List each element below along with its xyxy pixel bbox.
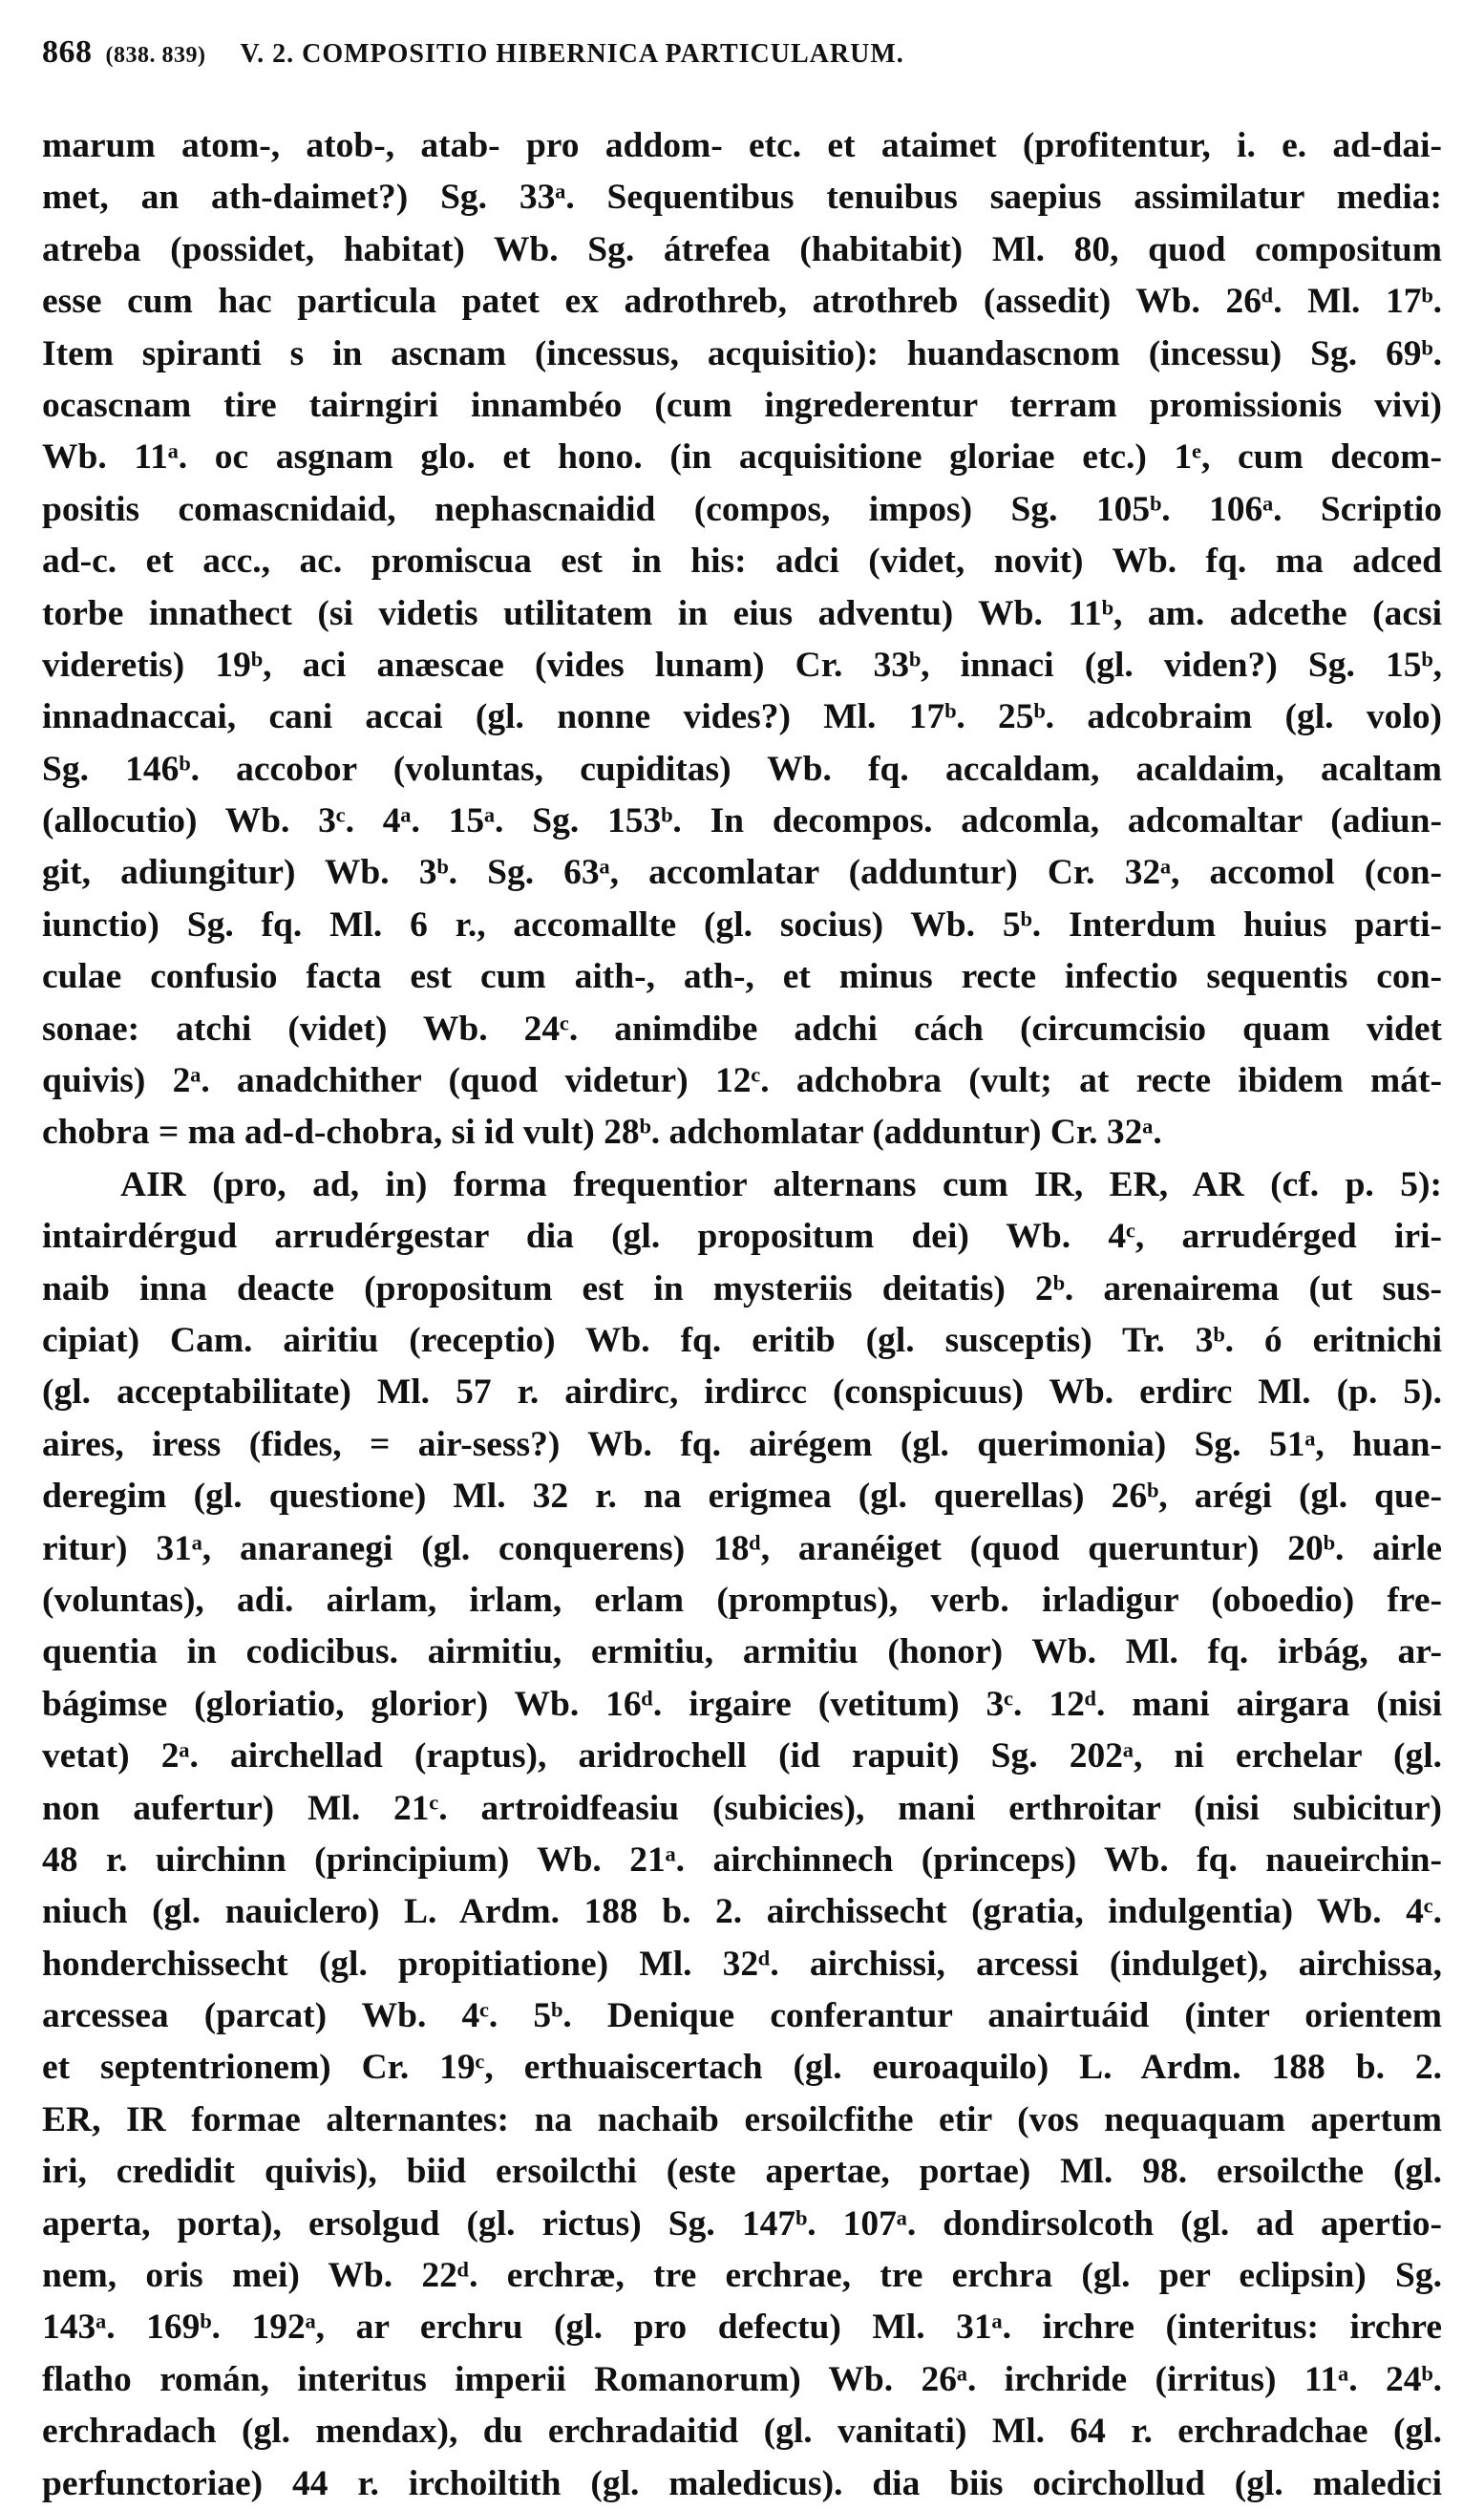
- page-number: 868: [42, 34, 93, 70]
- text-line: 143ᵃ. 169ᵇ. 192ᵃ, ar erchru (gl. pro defectu) Ml. 31ᵃ. irchre (interitus: irchre: [42, 2308, 1442, 2348]
- text-line: et septentrionem) Cr. 19ᶜ, erthuaiscertach (gl. euroaquilo) L. Ardm. 188 b. 2.: [42, 2048, 1442, 2088]
- text-line-paragraph-start: AIR (pro, ad, in) forma frequentior alternans cum IR, ER, AR (cf. p. 5):: [120, 1164, 1442, 1204]
- text-line: bágimse (gloriatio, glorior) Wb. 16ᵈ. irgaire (vetitum) 3ᶜ. 12ᵈ. mani airgara (nisi: [42, 1684, 1442, 1724]
- text-line: erchradach (gl. mendax), du erchradaitid (gl. vanitati) Ml. 64 r. erchradchae (gl.: [42, 2412, 1442, 2452]
- text-line: (gl. acceptabilitate) Ml. 57 r. airdirc, irdircc (conspicuus) Wb. erdirc Ml. (p. 5).: [42, 1372, 1442, 1413]
- text-line: iunctio) Sg. fq. Ml. 6 r., accomallte (gl. socius) Wb. 5ᵇ. Interdum huius parti-: [42, 904, 1442, 945]
- text-line: quentia in codicibus. airmitiu, ermitiu, armitiu (honor) Wb. Ml. fq. irbág, ar-: [42, 1632, 1442, 1672]
- text-line: positis comascnidaid, nephascnaidid (compos, impos) Sg. 105ᵇ. 106ᵃ. Scriptio: [42, 489, 1442, 529]
- text-line: ritur) 31ᵃ, anaranegi (gl. conquerens) 18ᵈ, aranéiget (quod queruntur) 20ᵇ. airle: [42, 1528, 1442, 1568]
- text-line: Item spiranti s in ascnam (incessus, acquisitio): huandascnom (incessu) Sg. 69ᵇ.: [42, 333, 1442, 373]
- text-line: ER, IR formae alternantes: na nachaib ersoilcfithe etir (vos nequaquam apertum: [42, 2099, 1442, 2139]
- text-line: deregim (gl. questione) Ml. 32 r. na erigmea (gl. querellas) 26ᵇ, arégi (gl. que-: [42, 1477, 1442, 1517]
- text-line: 48 r. uirchinn (principium) Wb. 21ᵃ. airchinnech (princeps) Wb. fq. naueirchin-: [42, 1840, 1442, 1880]
- running-title: V. 2. COMPOSITIO HIBERNICA PARTICULARUM.: [240, 39, 904, 69]
- text-line: flatho román, interitus imperii Romanorum) Wb. 26ᵃ. irchride (irritus) 11ᵃ. 24ᵇ.: [42, 2359, 1442, 2399]
- text-line: ad-c. et acc., ac. promiscua est in his: adci (videt, novit) Wb. fq. ma adced: [42, 542, 1442, 582]
- text-line: cipiat) Cam. airitiu (receptio) Wb. fq. eritib (gl. susceptis) Tr. 3ᵇ. ó eritnichi: [42, 1320, 1442, 1360]
- text-line: videretis) 19ᵇ, aci anæscae (vides lunam) Cr. 33ᵇ, innaci (gl. viden?) Sg. 15ᵇ,: [42, 645, 1442, 685]
- text-line: met, an ath-daimet?) Sg. 33ᵃ. Sequentibus tenuibus saepius assimilatur media:: [42, 178, 1442, 218]
- text-line: iri, credidit quivis), biid ersoilcthi (este apertae, portae) Ml. 98. ersoilcthe (gl.: [42, 2152, 1442, 2192]
- text-line: Wb. 11ᵃ. oc asgnam glo. et hono. (in acquisitione gloriae etc.) 1ᵉ, cum decom-: [42, 437, 1442, 478]
- text-body: [42, 120, 1442, 2510]
- text-line: culae confusio facta est cum aith-, ath-, et minus recte infectio sequentis con-: [42, 957, 1442, 997]
- text-line: torbe innathect (si videtis utilitatem in eius adventu) Wb. 11ᵇ, am. adcethe (acsi: [42, 593, 1442, 633]
- text-line: git, adiungitur) Wb. 3ᵇ. Sg. 63ᵃ, accomlatar (adduntur) Cr. 32ᵃ, accomol (con-: [42, 853, 1442, 893]
- text-line: (voluntas), adi. airlam, irlam, erlam (promptus), verb. irladigur (oboedio) fre-: [42, 1580, 1442, 1620]
- text-line: Sg. 146ᵇ. accobor (voluntas, cupiditas) Wb. fq. accaldam, acaldaim, acaltam: [42, 749, 1442, 789]
- text-line: innadnaccai, cani accai (gl. nonne vides?) Ml. 17ᵇ. 25ᵇ. adcobraim (gl. volo): [42, 697, 1442, 737]
- section-numbers: (838. 839): [105, 43, 206, 68]
- text-line: perfunctoriae) 44 r. irchoiltith (gl. maledicus). dia biis ocirchollud (gl. maledici: [42, 2463, 1442, 2503]
- text-line: nem, oris mei) Wb. 22ᵈ. erchræ, tre erchrae, tre erchra (gl. per eclipsin) Sg.: [42, 2256, 1442, 2296]
- text-line: niuch (gl. nauiclero) L. Ardm. 188 b. 2. airchissecht (gratia, indulgentia) Wb. 4ᶜ.: [42, 1892, 1442, 1932]
- text-line: atreba (possidet, habitat) Wb. Sg. átrefea (habitabit) Ml. 80, quod compositum: [42, 229, 1442, 269]
- text-line: ocascnam tire tairngiri innambéo (cum ingrederentur terram promissionis vivi): [42, 385, 1442, 425]
- text-line: arcessea (parcat) Wb. 4ᶜ. 5ᵇ. Denique conferantur anairtuáid (inter orientem: [42, 1996, 1442, 2036]
- text-line: chobra = ma ad-d-chobra, si id vult) 28ᵇ. adchomlatar (adduntur) Cr. 32ᵃ.: [42, 1113, 1162, 1153]
- text-line: marum atom-, atob-, atab- pro addom- etc. et ataimet (profitentur, i. e. ad-dai-: [42, 126, 1442, 165]
- text-line: aires, iress (fides, = air-sess?) Wb. fq. airégem (gl. querimonia) Sg. 51ᵃ, huan-: [42, 1424, 1442, 1464]
- text-line: quivis) 2ᵃ. anadchither (quod videtur) 12ᶜ. adchobra (vult; at recte ibidem mát-: [42, 1061, 1442, 1101]
- text-line: vetat) 2ᵃ. airchellad (raptus), aridrochell (id rapuit) Sg. 202ᵃ, ni erchelar (gl.: [42, 1736, 1442, 1776]
- text-line: intairdérgud arrudérgestar dia (gl. propositum dei) Wb. 4ᶜ, arrudérged iri-: [42, 1217, 1442, 1257]
- text-line: non aufertur) Ml. 21ᶜ. artroidfeasiu (subicies), mani erthroitar (nisi subicitur): [42, 1788, 1442, 1828]
- text-line: naib inna deacte (propositum est in mysteriis deitatis) 2ᵇ. arenairema (ut sus-: [42, 1268, 1442, 1308]
- text-line: honderchissecht (gl. propitiatione) Ml. 32ᵈ. airchissi, arcessi (indulget), airchissa,: [42, 1944, 1442, 1984]
- text-line: esse cum hac particula patet ex adrothreb, atrothreb (assedit) Wb. 26ᵈ. Ml. 17ᵇ.: [42, 282, 1442, 322]
- text-line: aperta, porta), ersolgud (gl. rictus) Sg. 147ᵇ. 107ᵃ. dondirsolcoth (gl. ad apertio-: [42, 2203, 1442, 2244]
- running-header: [42, 34, 1442, 88]
- text-line: sonae: atchi (videt) Wb. 24ᶜ. animdibe adchi cách (circumcisio quam videt: [42, 1009, 1442, 1049]
- text-line: (allocutio) Wb. 3ᶜ. 4ᵃ. 15ᵃ. Sg. 153ᵇ. In decompos. adcomla, adcomaltar (adiun-: [42, 801, 1442, 841]
